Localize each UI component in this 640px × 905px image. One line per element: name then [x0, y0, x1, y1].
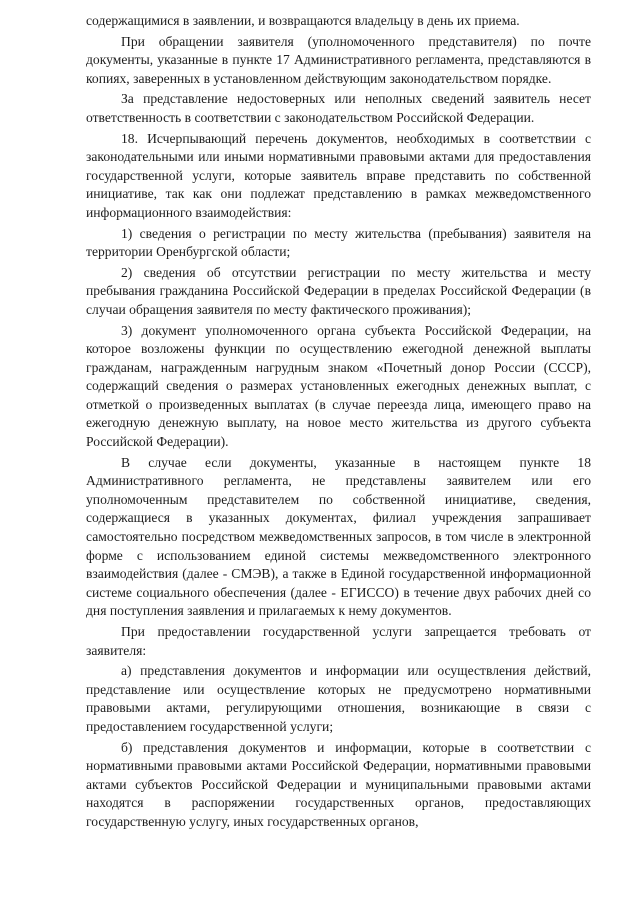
document-page	[86, 12, 591, 834]
list-item-b: б) представления документов и информации, которые в соответствии с нормативными правовыми актами Российской Федерации, нормативными правовыми актами субъектов Российской Федерации и муниципальными правовыми актами находятся в распоряжении государственных органов, предоставляющих государственную услугу, иных государственных органов,	[86, 739, 591, 829]
list-item-3: 3) документ уполномоченного органа субъекта Российской Федерации, на которое возложены функции по осуществлению ежегодной денежной выплаты гражданам, награжденным нагрудным знаком «Почетный донор России (СССР), содержащий сведения о размерах установленных ежегодных денежных выплат, с отметкой о произведенных выплатах (в случае переезда лица, имеющего право на ежегодную денежную выплату, на новое место жительства из другого субъекта Российской Федерации).	[86, 322, 591, 450]
paragraph-continuation: содержащимися в заявлении, и возвращаются владельцу в день их приема.	[86, 13, 520, 28]
paragraph-responsibility: За представление недостоверных или неполных сведений заявитель несет ответственность в соответствии с законодательством Российской Федерации.	[86, 91, 591, 125]
list-item-a: а) представления документов и информации или осуществления действий, представление или осуществление которых не предусмотрено нормативными правовыми актами, регулирующими отношения, возникающие в связи с предоставлением государственной услуги;	[86, 663, 591, 734]
paragraph-interagency-requests: В случае если документы, указанные в настоящем пункте 18 Административного регламента, не представлены заявителем или его уполномоченным представителем по собственной инициативе, сведения, содержащиеся в указанных документах, филиал учреждения запрашивает самостоятельно посредством межведомственных запросов, в том числе в электронной форме с использованием единой системы межведомственного электронного взаимодействия (далее - СМЭВ), а также в Единой государственной информационной системе социального обеспечения (далее - ЕГИССО) в течение двух рабочих дней со дня поступления заявления и прилагаемых к нему документов.	[86, 454, 591, 619]
list-item-2: 2) сведения об отсутствии регистрации по месту жительства и месту пребывания гражданина Российской Федерации в пределах Российской Федерации (в случаи обращения заявителя по месту фактического проживания);	[86, 264, 591, 317]
paragraph-prohibitions: При предоставлении государственной услуги запрещается требовать от заявителя:	[86, 624, 591, 658]
paragraph-postal-documents: При обращении заявителя (уполномоченного представителя) по почте документы, указанные в пункте 17 Административного регламента, представляются в копиях, заверенных в установленном действующим законодательством порядке.	[86, 33, 591, 86]
list-item-1: 1) сведения о регистрации по месту жительства (пребывания) заявителя на территории Оренбургской области;	[86, 225, 591, 260]
paragraph-clause-18: 18. Исчерпывающий перечень документов, необходимых в соответствии с законодательными или иными нормативными правовыми актами для предоставления государственной услуги, которые заявитель вправе представить по собственной инициативе, так как они подлежат представлению в рамках межведомственного информационного взаимодействия:	[86, 130, 591, 220]
